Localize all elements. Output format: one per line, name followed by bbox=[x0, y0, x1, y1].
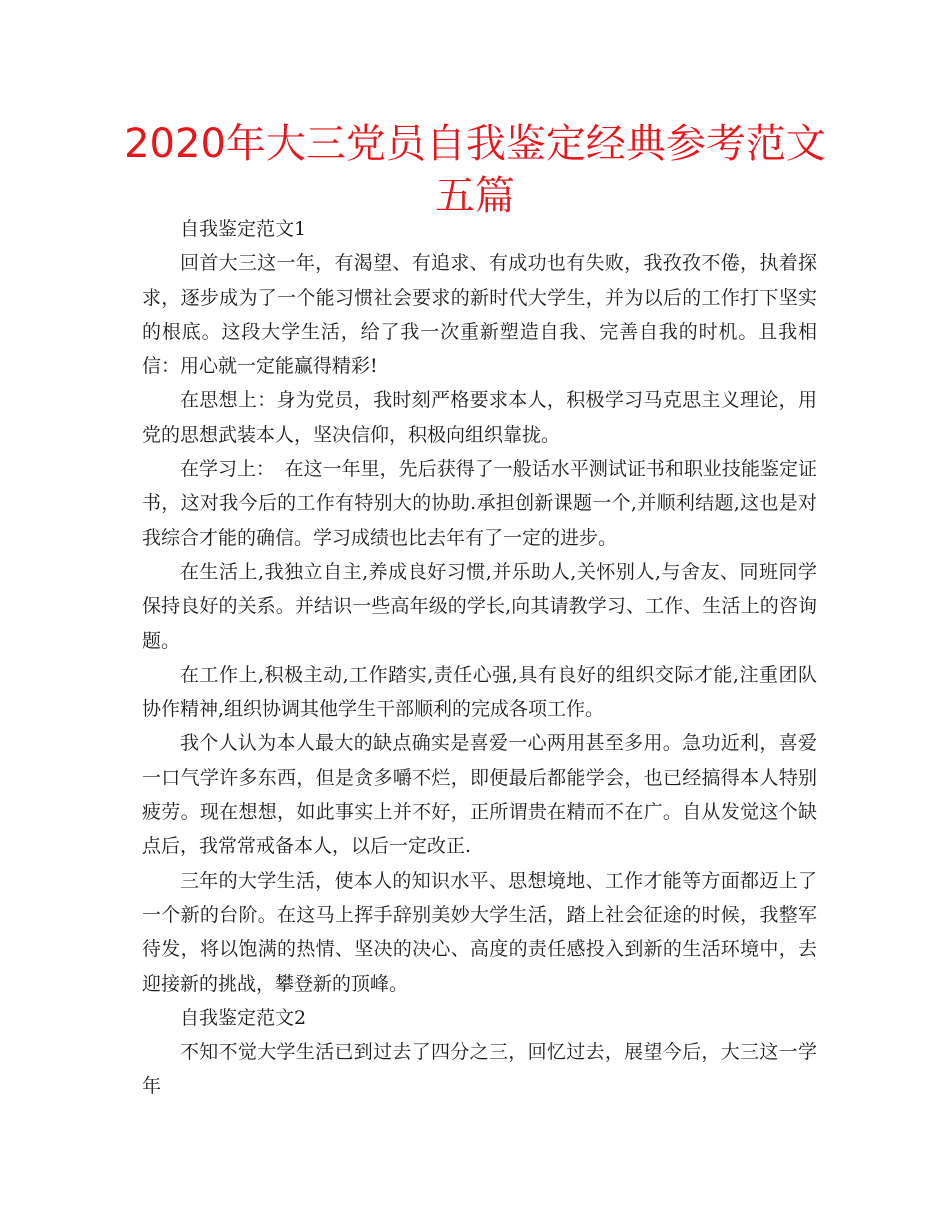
paragraph: 自我鉴定范文2 bbox=[180, 1006, 307, 1029]
paragraph: 在生活上,我独立自主,养成良好习惯,并乐助人,关怀别人,与舍友、同班同学保持良好的关系。并结识一些高年级的学长,向其请教学习、工作、生活上的咨询题。 bbox=[142, 560, 817, 652]
paragraph: 不知不觉大学生活已到过去了四分之三，回忆过去，展望今后，大三这一学年 bbox=[142, 1041, 817, 1098]
paragraph: 三年的大学生活，使本人的知识水平、思想境地、工作才能等方面都迈上了一个新的台阶。在这马上挥手辞别美妙大学生活，踏上社会征途的时候，我整军待发，将以饱满的热情、坚决的决心、高度的责任感投入到新的生活环境中，去迎接新的挑战，攀登新的顶峰。 bbox=[142, 869, 817, 995]
paragraph: 在工作上,积极主动,工作踏实,责任心强,具有良好的组织交际才能,注重团队协作精神,组织协调其他学生干部顺利的完成各项工作。 bbox=[142, 663, 817, 721]
paragraph: 在学习上： 在这一年里，先后获得了一般话水平测试证书和职业技能鉴定证书，这对我今后的工作有特别大的协助.承担创新课题一个,并顺利结题,这也是对我综合才能的确信。学习成绩也比去年有了一定的进步。 bbox=[142, 458, 817, 549]
paragraph: 自我鉴定范文1 bbox=[180, 218, 307, 240]
document-body bbox=[142, 212, 817, 1104]
paragraph: 回首大三这一年，有渴望、有追求、有成功也有失败，我孜孜不倦，执着探求，逐步成为了一个能习惯社会要求的新时代大学生，并为以后的工作打下坚实的根底。这段大学生活，给了我一次重新塑造自我、完善自我的时机。且我相信：用心就一定能赢得精彩! bbox=[142, 252, 817, 378]
document-title: 2020年大三党员自我鉴定经典参考范文五篇 bbox=[124, 121, 826, 219]
paragraph: 我个人认为本人最大的缺点确实是喜爱一心两用甚至多用。急功近利，喜爱一口气学许多东西，但是贪多嚼不烂，即便最后都能学会，也已经搞得本人特别疲劳。现在想想，如此事实上并不好，正所谓贵在精而不在广。自从发觉这个缺点后，我常常戒备本人，以后一定改正. bbox=[142, 732, 817, 858]
paragraph: 在思想上：身为党员，我时刻严格要求本人，积极学习马克思主义理论，用党的思想武装本人，坚决信仰，积极向组织靠拢。 bbox=[142, 389, 817, 446]
